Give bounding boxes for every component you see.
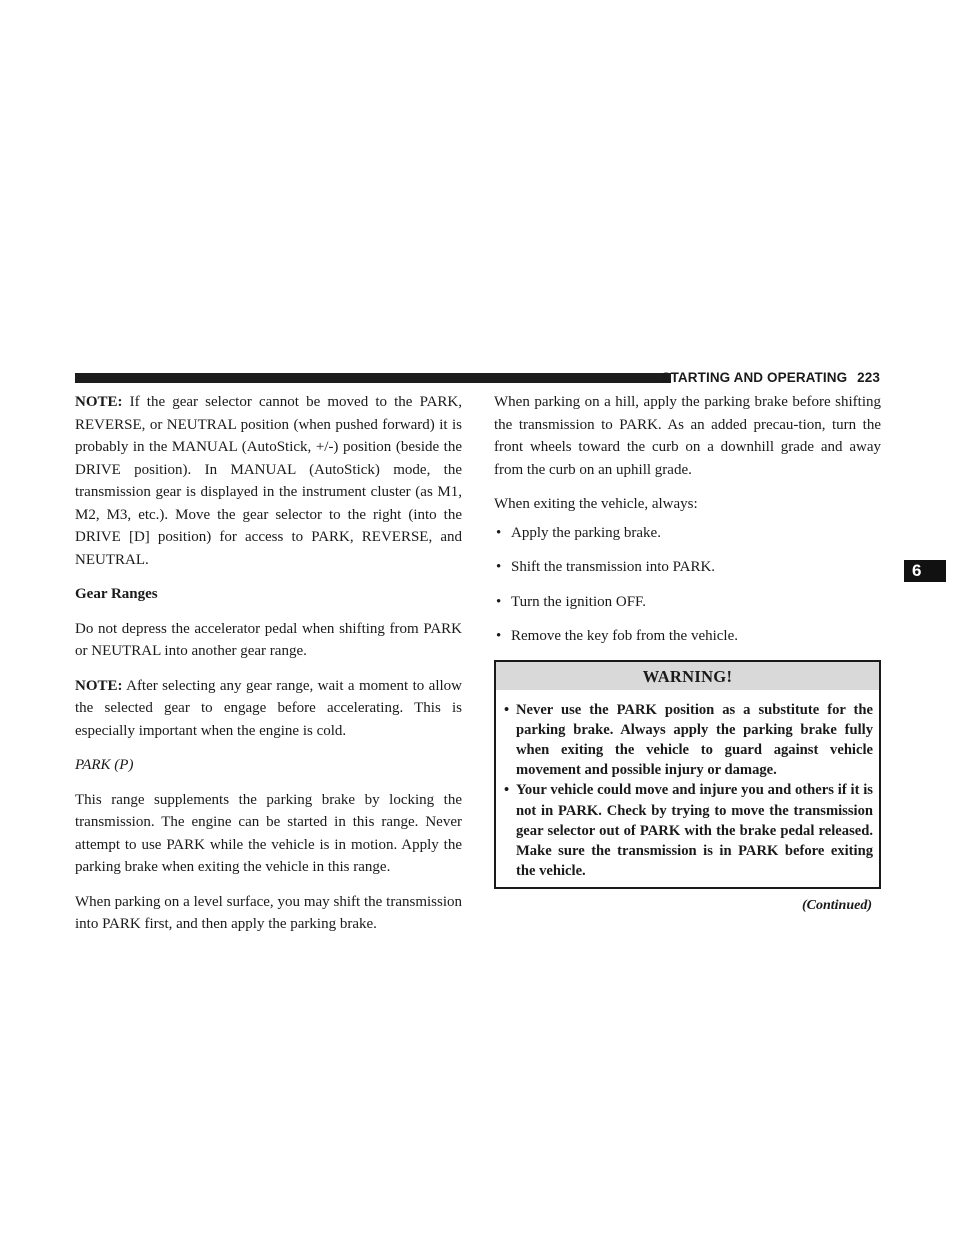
list-item: • Turn the ignition OFF. xyxy=(494,591,881,614)
warning-title: WARNING! xyxy=(496,662,879,690)
chapter-tab: 6 xyxy=(904,560,946,582)
bullet-icon: • xyxy=(496,628,502,644)
body-paragraph: When parking on a hill, apply the parking brake before shifting the transmission to PARK. As an added precau-tion, turn the front wheels toward the curb on a downhill grade and away from the curb on an uphill grade. xyxy=(494,394,881,478)
page-number: 223 xyxy=(857,370,880,385)
subheading-park: PARK (P) xyxy=(75,757,134,773)
note-paragraph xyxy=(75,675,462,743)
running-header xyxy=(661,368,880,388)
note-paragraph xyxy=(75,391,462,571)
body-paragraph: When exiting the vehicle, always: xyxy=(494,496,698,512)
list-item: • Apply the parking brake. xyxy=(494,522,881,545)
left-column xyxy=(75,391,462,948)
right-column xyxy=(494,391,881,918)
warning-item: • Never use the PARK position as a substitute for the parking brake. Always apply the parking brake fully when exiting the vehicle to guard against vehicle movement and possible injury or damage. xyxy=(504,701,873,779)
body-paragraph: Do not depress the accelerator pedal when shifting from PARK or NEUTRAL into another gear range. xyxy=(75,620,462,659)
warning-body xyxy=(496,690,879,888)
bullet-icon: • xyxy=(496,559,502,575)
list-item: • Remove the key fob from the vehicle. xyxy=(494,625,881,648)
warning-box xyxy=(494,660,881,890)
note-label: NOTE: xyxy=(75,394,123,410)
note-label: NOTE: xyxy=(75,677,123,694)
bullet-icon: • xyxy=(504,782,510,799)
bullet-icon: • xyxy=(496,524,502,541)
section-heading-gear-ranges: Gear Ranges xyxy=(75,586,158,602)
warning-item: • Your vehicle could move and injure you and others if it is not in PARK. Check by trying to move the transmission gear selector out of PARK with the brake pedal released. Make sure the transmission is in PARK before exiting the vehicle. xyxy=(504,782,873,880)
bullet-icon: • xyxy=(504,701,510,718)
continued-label: (Continued) xyxy=(801,898,872,914)
body-paragraph: When parking on a level surface, you may shift the transmission into PARK first, and then apply the parking brake. xyxy=(75,893,462,932)
section-title: STARTING AND OPERATING xyxy=(661,370,848,385)
note-text: After selecting any gear range, wait a moment to allow the selected gear to engage before accelerating. This is especially important when the engine is cold. xyxy=(75,677,462,739)
note-text: If the gear selector cannot be moved to the PARK, REVERSE, or NEUTRAL position (when pushed forward) it is probably in the MANUAL (AutoStick, +/-) position (beside the DRIVE position). In MANUAL (AutoStick) mode, the transmission gear is displayed in the instrument cluster (as M1, M2, M3, etc.). Move the gear selector to the right (into the DRIVE [D] position) for access to PARK, REVERSE, and NEUTRAL. xyxy=(75,394,462,568)
bullet-icon: • xyxy=(496,593,502,610)
exiting-steps-list xyxy=(494,522,881,648)
header-rule xyxy=(75,373,671,383)
list-item: • Shift the transmission into PARK. xyxy=(494,556,881,579)
body-paragraph: This range supplements the parking brake by locking the transmission. The engine can be started in this range. Never attempt to use PARK while the vehicle is in motion. Apply the parking brake when exiting the vehicle in this range. xyxy=(75,791,462,875)
